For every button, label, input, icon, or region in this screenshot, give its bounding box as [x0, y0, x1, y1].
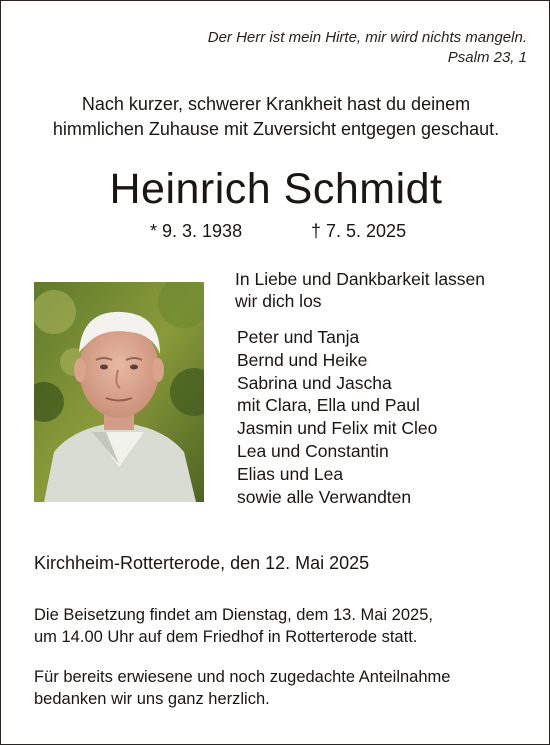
intro-line: Nach kurzer, schwerer Krankheit hast du deinem [81, 94, 471, 114]
mourner-name: sowie alle Verwandten [237, 486, 412, 507]
mourner-name: Jasmin und Felix mit Cleo [237, 418, 438, 439]
thanks-line: Für bereits erwiesene und noch zugedachte Anteilnahme [34, 668, 451, 686]
intro-line: himmlichen Zuhause mit Zuversicht entgegen geschaut. [52, 119, 500, 139]
thanks-note [34, 666, 450, 710]
mourner-name: Bernd und Heike [237, 349, 368, 370]
thanks-line: bedanken wir uns ganz herzlich. [34, 690, 270, 708]
burial-info [34, 604, 433, 648]
mourner-name: Lea und Constantin [237, 440, 389, 461]
deceased-name: Heinrich Schmidt [109, 165, 443, 213]
verse-source: Psalm 23, 1 [447, 49, 527, 66]
mourner-name: Sabrina und Jascha [237, 372, 392, 393]
mourners-intro [235, 268, 485, 312]
portrait-photo [34, 282, 204, 502]
mourners-intro-line: wir dich los [235, 291, 322, 311]
mourner-name: Elias und Lea [237, 463, 344, 484]
burial-line: Die Beisetzung findet am Dienstag, dem 13. Mai 2025, [34, 606, 433, 624]
birth-date: * 9. 3. 1938 [150, 221, 243, 241]
burial-line: um 14.00 Uhr auf dem Friedhof in Rotterterode statt. [34, 628, 418, 646]
place-and-date: Kirchheim-Rotterterode, den 12. Mai 2025 [34, 553, 370, 573]
mourner-name: Peter und Tanja [237, 327, 360, 347]
verse-text: Der Herr ist mein Hirte, mir wird nichts mangeln. [207, 29, 527, 46]
bible-verse [208, 28, 527, 68]
mourners-intro-line: In Liebe und Dankbarkeit lassen [235, 269, 486, 289]
mourner-name: mit Clara, Ella und Paul [237, 395, 420, 416]
death-date: † 7. 5. 2025 [311, 221, 407, 241]
intro-text [1, 92, 550, 142]
mourners-list [237, 326, 437, 508]
